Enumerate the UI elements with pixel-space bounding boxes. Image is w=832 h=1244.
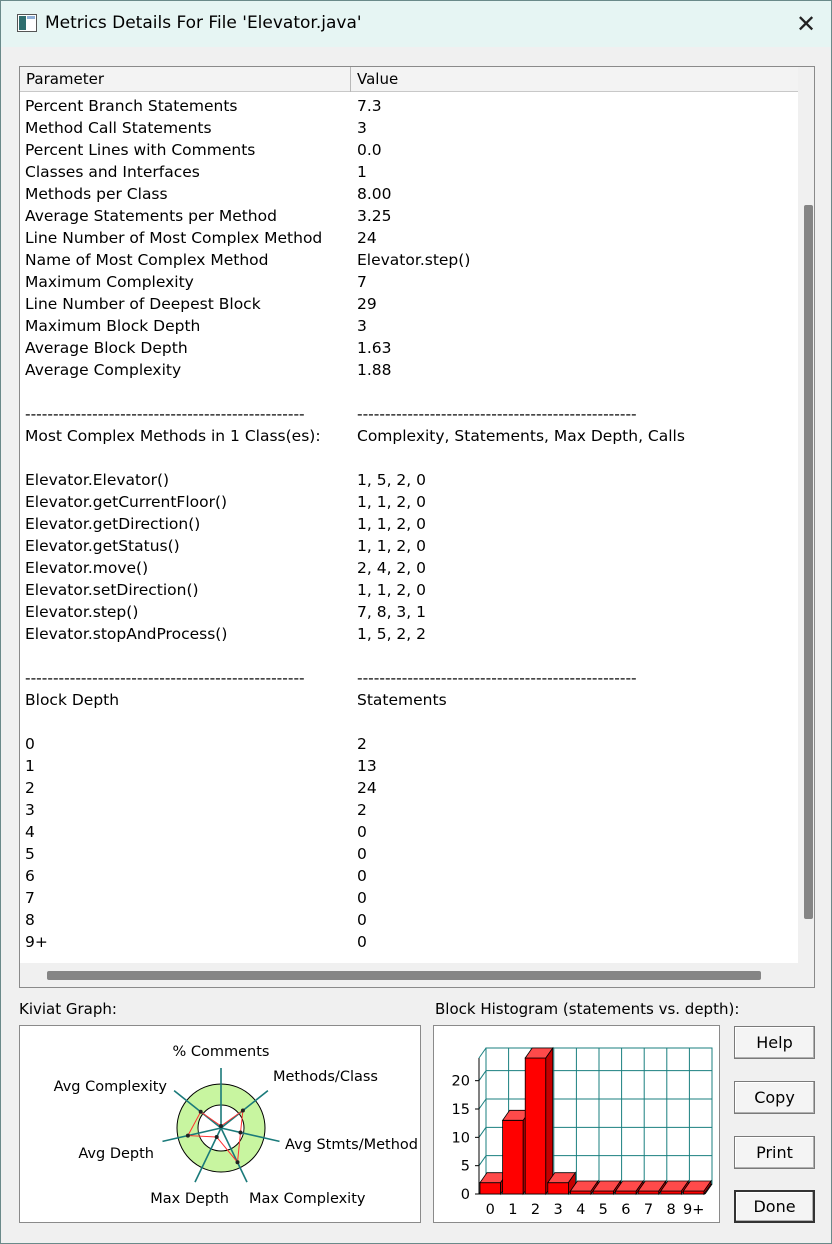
- x-tick-label: 7: [643, 1202, 654, 1218]
- table-row[interactable]: [20, 425, 798, 447]
- table-header: [20, 67, 798, 92]
- table-row[interactable]: [20, 139, 798, 161]
- vertical-scrollbar[interactable]: [798, 67, 815, 963]
- parameter-cell: 1: [25, 757, 35, 775]
- histogram-bar: [503, 1120, 524, 1194]
- block-histogram-svg: [434, 1026, 720, 1223]
- x-tick-label: 4: [576, 1202, 586, 1218]
- parameter-cell: Average Complexity: [25, 361, 182, 379]
- parameter-cell: Elevator.step(): [25, 603, 139, 621]
- value-cell: 0: [357, 889, 367, 907]
- value-cell: 24: [357, 229, 377, 247]
- kiviat-axis-label-avg-complexity: Avg Complexity: [53, 1079, 167, 1095]
- value-cell: 3: [357, 119, 367, 137]
- block-histogram-label: Block Histogram (statements vs. depth):: [435, 1000, 740, 1018]
- parameter-cell: Elevator.getCurrentFloor(): [25, 493, 228, 511]
- kiviat-axis-label-max-complexity: Max Complexity: [249, 1191, 366, 1207]
- table-row[interactable]: [20, 117, 798, 139]
- help-button[interactable]: Help: [734, 1026, 815, 1059]
- table-row[interactable]: [20, 359, 798, 381]
- table-row[interactable]: [20, 205, 798, 227]
- table-row[interactable]: [20, 271, 798, 293]
- parameter-cell: Line Number of Deepest Block: [25, 295, 261, 313]
- parameter-cell: Block Depth: [25, 691, 120, 709]
- parameter-cell: Method Call Statements: [25, 119, 212, 137]
- value-cell: 0: [357, 867, 367, 885]
- parameter-cell: Name of Most Complex Method: [25, 251, 269, 269]
- value-cell: Complexity, Statements, Max Depth, Calls: [357, 427, 685, 445]
- kiviat-graph: [19, 1025, 421, 1223]
- vertical-scrollbar-thumb[interactable]: [804, 205, 813, 919]
- parameter-cell: Line Number of Most Complex Method: [25, 229, 323, 247]
- table-row[interactable]: [20, 513, 798, 535]
- value-cell: 2: [357, 735, 367, 753]
- kiviat-axis-label-comments: % Comments: [172, 1044, 270, 1060]
- x-tick-label: 2: [530, 1202, 541, 1218]
- table-rows: [20, 95, 798, 953]
- table-row[interactable]: [20, 711, 798, 733]
- table-row[interactable]: [20, 799, 798, 821]
- table-row[interactable]: [20, 667, 798, 689]
- value-cell: 1.88: [357, 361, 392, 379]
- histogram-bar: [548, 1183, 569, 1194]
- histogram-bar: [683, 1191, 704, 1194]
- parameter-cell: --------------------------------------------------: [25, 405, 305, 423]
- x-tick-label: 5: [598, 1202, 608, 1218]
- column-header-value[interactable]: Value: [357, 70, 399, 88]
- parameter-cell: 9+: [25, 933, 48, 951]
- table-row[interactable]: [20, 777, 798, 799]
- close-icon[interactable]: ✕: [795, 10, 817, 38]
- window-title: Metrics Details For File 'Elevator.java': [45, 13, 362, 33]
- app-window-icon: [17, 14, 37, 32]
- table-row[interactable]: [20, 161, 798, 183]
- table-row[interactable]: [20, 227, 798, 249]
- parameter-cell: Classes and Interfaces: [25, 163, 200, 181]
- table-row[interactable]: [20, 601, 798, 623]
- table-row[interactable]: [20, 909, 798, 931]
- value-cell: 1: [357, 163, 367, 181]
- value-cell: Statements: [357, 691, 447, 709]
- table-row[interactable]: [20, 491, 798, 513]
- value-cell: 2, 4, 2, 0: [357, 559, 427, 577]
- value-cell: Elevator.step(): [357, 251, 471, 269]
- value-cell: 24: [357, 779, 377, 797]
- kiviat-value-point: [219, 1124, 223, 1128]
- table-row[interactable]: [20, 183, 798, 205]
- parameter-cell: Elevator.setDirection(): [25, 581, 199, 599]
- value-cell: 1.63: [357, 339, 392, 357]
- parameter-cell: Elevator.getStatus(): [25, 537, 180, 555]
- histogram-bar: [570, 1191, 591, 1194]
- value-cell: 7: [357, 273, 367, 291]
- value-cell: 0: [357, 911, 367, 929]
- value-cell: 13: [357, 757, 377, 775]
- histogram-bar: [661, 1191, 682, 1194]
- table-row[interactable]: [20, 821, 798, 843]
- parameter-cell: 5: [25, 845, 35, 863]
- metrics-table: [19, 66, 815, 988]
- table-row[interactable]: [20, 557, 798, 579]
- y-tick-label: 15: [451, 1102, 470, 1118]
- table-row[interactable]: [20, 887, 798, 909]
- value-cell: 0: [357, 933, 367, 951]
- kiviat-axis-label-methods-class: Methods/Class: [273, 1069, 378, 1085]
- parameter-cell: Percent Branch Statements: [25, 97, 238, 115]
- title-bar[interactable]: [1, 1, 831, 47]
- table-row[interactable]: [20, 95, 798, 117]
- value-cell: 1, 5, 2, 0: [357, 471, 427, 489]
- parameter-cell: 0: [25, 735, 35, 753]
- parameter-cell: Elevator.move(): [25, 559, 149, 577]
- kiviat-axis-label-max-depth: Max Depth: [150, 1191, 229, 1207]
- kiviat-value-point: [199, 1110, 203, 1114]
- value-cell: 3: [357, 317, 367, 335]
- parameter-cell: Percent Lines with Comments: [25, 141, 256, 159]
- parameter-cell: 2: [25, 779, 35, 797]
- histogram-bar: [616, 1191, 637, 1194]
- x-tick-label: 8: [666, 1202, 676, 1218]
- kiviat-value-point: [186, 1134, 190, 1138]
- value-cell: 0: [357, 845, 367, 863]
- value-cell: 29: [357, 295, 377, 313]
- table-row[interactable]: [20, 623, 798, 645]
- kiviat-value-point: [236, 1160, 240, 1164]
- kiviat-value-point: [241, 1109, 245, 1113]
- block-histogram-chart: [433, 1025, 720, 1223]
- parameter-cell: Average Block Depth: [25, 339, 188, 357]
- parameter-cell: --------------------------------------------------: [25, 669, 305, 687]
- value-cell: --------------------------------------------------: [357, 669, 637, 687]
- table-row[interactable]: [20, 249, 798, 271]
- histogram-bar-side: [546, 1048, 553, 1194]
- kiviat-graph-label: Kiviat Graph:: [19, 1000, 117, 1018]
- histogram-grid-line: [479, 1127, 486, 1137]
- parameter-cell: 4: [25, 823, 35, 841]
- parameter-cell: 8: [25, 911, 35, 929]
- parameter-cell: Average Statements per Method: [25, 207, 277, 225]
- table-row[interactable]: [20, 403, 798, 425]
- histogram-bar: [638, 1191, 659, 1194]
- table-row[interactable]: [20, 381, 798, 403]
- x-tick-label: 1: [508, 1202, 518, 1218]
- kiviat-axis-label-avg-stmts-method: Avg Stmts/Method: [285, 1137, 418, 1153]
- print-button[interactable]: Print: [734, 1136, 815, 1169]
- column-header-parameter[interactable]: Parameter: [20, 67, 351, 92]
- kiviat-axis-label-avg-depth: Avg Depth: [78, 1146, 154, 1162]
- kiviat-graph-svg: [20, 1026, 421, 1223]
- value-cell: 3.25: [357, 207, 392, 225]
- y-tick-label: 20: [451, 1073, 470, 1090]
- parameter-cell: Elevator.Elevator(): [25, 471, 170, 489]
- value-cell: --------------------------------------------------: [357, 405, 637, 423]
- histogram-bar: [480, 1183, 501, 1194]
- table-row[interactable]: [20, 931, 798, 953]
- table-row[interactable]: [20, 843, 798, 865]
- parameter-cell: Maximum Block Depth: [25, 317, 201, 335]
- table-row[interactable]: [20, 579, 798, 601]
- value-cell: 1, 1, 2, 0: [357, 515, 427, 533]
- value-cell: 1, 1, 2, 0: [357, 493, 427, 511]
- table-row[interactable]: [20, 535, 798, 557]
- value-cell: 1, 1, 2, 0: [357, 581, 427, 599]
- value-cell: 8.00: [357, 185, 392, 203]
- parameter-cell: Elevator.stopAndProcess(): [25, 625, 228, 643]
- y-tick-label: 10: [451, 1130, 470, 1147]
- parameter-cell: Most Complex Methods in 1 Class(es):: [25, 427, 321, 445]
- value-cell: 1, 1, 2, 0: [357, 537, 427, 555]
- value-cell: 2: [357, 801, 367, 819]
- value-cell: 7.3: [357, 97, 382, 115]
- parameter-cell: 7: [25, 889, 35, 907]
- parameter-cell: 3: [25, 801, 35, 819]
- x-tick-label: 6: [621, 1202, 631, 1218]
- kiviat-value-point: [215, 1135, 219, 1139]
- copy-button[interactable]: Copy: [734, 1081, 815, 1114]
- histogram-bar: [525, 1058, 546, 1194]
- table-row[interactable]: [20, 447, 798, 469]
- table-row[interactable]: [20, 733, 798, 755]
- y-tick-label: 0: [460, 1187, 470, 1203]
- table-row[interactable]: [20, 293, 798, 315]
- histogram-grid-line: [479, 1156, 486, 1166]
- x-tick-label: 9+: [683, 1202, 705, 1218]
- horizontal-scrollbar-thumb[interactable]: [47, 971, 761, 980]
- histogram-grid-line: [479, 1099, 486, 1109]
- y-tick-label: 5: [460, 1158, 470, 1175]
- parameter-cell: 6: [25, 867, 35, 885]
- x-tick-label: 3: [553, 1202, 563, 1218]
- kiviat-value-point: [239, 1131, 243, 1135]
- horizontal-scrollbar[interactable]: [20, 963, 815, 987]
- x-tick-label: 0: [485, 1202, 495, 1218]
- value-cell: 7, 8, 3, 1: [357, 603, 427, 621]
- table-row[interactable]: [20, 865, 798, 887]
- histogram-grid-line: [479, 1048, 486, 1058]
- parameter-cell: Methods per Class: [25, 185, 168, 203]
- value-cell: 1, 5, 2, 2: [357, 625, 427, 643]
- parameter-cell: Elevator.getDirection(): [25, 515, 201, 533]
- table-row[interactable]: [20, 315, 798, 337]
- histogram-grid-line: [479, 1071, 486, 1081]
- table-row[interactable]: [20, 645, 798, 667]
- value-cell: 0: [357, 823, 367, 841]
- table-row[interactable]: [20, 689, 798, 711]
- table-row[interactable]: [20, 337, 798, 359]
- table-row[interactable]: [20, 469, 798, 491]
- histogram-bar: [593, 1191, 614, 1194]
- value-cell: 0.0: [357, 141, 382, 159]
- done-button[interactable]: Done: [734, 1190, 815, 1223]
- parameter-cell: Maximum Complexity: [25, 273, 194, 291]
- table-row[interactable]: [20, 755, 798, 777]
